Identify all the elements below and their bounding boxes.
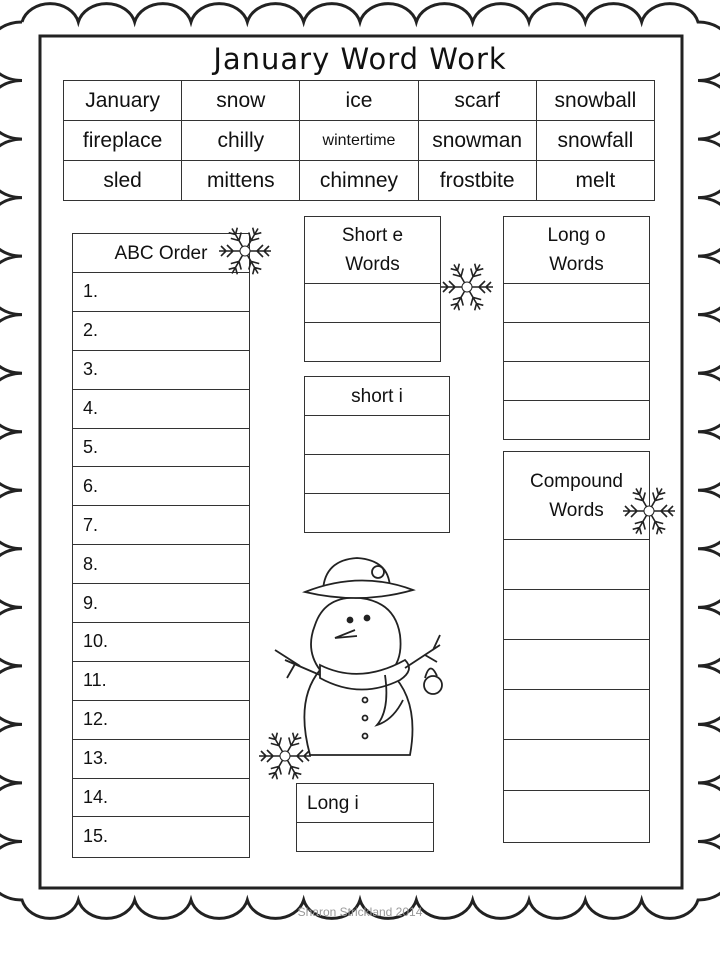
abc-order-line[interactable]: [73, 701, 249, 740]
abc-order-line[interactable]: [73, 817, 249, 856]
line-number: 12.: [83, 709, 109, 730]
word-cell: melt: [536, 161, 654, 201]
short-e-title: [305, 217, 440, 284]
word-bank-table: [63, 80, 655, 201]
line-number: 8.: [83, 553, 99, 574]
word-bank-row: [64, 81, 655, 121]
abc-order-line[interactable]: [73, 506, 249, 545]
long-o-title-line1: Long o: [547, 225, 606, 246]
long-o-box: [503, 216, 650, 440]
snowflake-icon: [254, 725, 316, 787]
line-number: 3.: [83, 359, 99, 380]
abc-order-line[interactable]: [73, 740, 249, 779]
word-cell: chimney: [300, 161, 418, 201]
short-e-title-line2: Words: [345, 254, 400, 275]
word-cell: mittens: [182, 161, 300, 201]
word-bank-row: [64, 161, 655, 201]
copyright-footer: Sharon Strickland 2014: [297, 905, 423, 919]
short-i-title: short i: [305, 377, 449, 416]
short-e-box: [304, 216, 441, 362]
answer-line[interactable]: [305, 455, 449, 494]
line-number: 13.: [83, 748, 109, 769]
abc-order-box: [72, 233, 250, 858]
line-number: 4.: [83, 398, 99, 419]
long-o-title-line2: Words: [549, 254, 604, 275]
word-cell: wintertime: [300, 121, 418, 161]
abc-order-line[interactable]: [73, 623, 249, 662]
line-number: 9.: [83, 592, 99, 613]
answer-line[interactable]: [504, 401, 649, 439]
short-e-title-line1: Short e: [341, 225, 404, 246]
word-cell: snow: [182, 81, 300, 121]
answer-line[interactable]: [305, 284, 440, 323]
abc-order-line[interactable]: [73, 429, 249, 468]
short-i-box: [304, 376, 450, 533]
snowflake-icon: [214, 220, 276, 282]
abc-order-line[interactable]: [73, 351, 249, 390]
word-cell: frostbite: [418, 161, 536, 201]
abc-order-title: ABC Order: [73, 234, 249, 273]
line-number: 10.: [83, 631, 109, 652]
answer-line[interactable]: [504, 791, 649, 842]
long-o-title: [504, 217, 649, 284]
answer-line[interactable]: [305, 323, 440, 361]
abc-order-line[interactable]: [73, 779, 249, 818]
line-number: 7.: [83, 514, 99, 535]
compound-title-line2: Words: [549, 499, 604, 521]
compound-title-line1: Compound: [530, 470, 623, 492]
word-cell: ice: [300, 81, 418, 121]
abc-order-line[interactable]: [73, 584, 249, 623]
word-cell: snowman: [418, 121, 536, 161]
word-cell: snowfall: [536, 121, 654, 161]
word-cell: sled: [64, 161, 182, 201]
line-number: 2.: [83, 320, 99, 341]
snowflake-icon: [618, 480, 680, 542]
word-cell: chilly: [182, 121, 300, 161]
abc-order-line[interactable]: [73, 662, 249, 701]
abc-order-line[interactable]: [73, 312, 249, 351]
answer-line[interactable]: [504, 590, 649, 640]
answer-line[interactable]: [504, 540, 649, 590]
word-cell: scarf: [418, 81, 536, 121]
word-cell: fireplace: [64, 121, 182, 161]
answer-line[interactable]: [504, 740, 649, 791]
line-number: 5.: [83, 437, 99, 457]
answer-line[interactable]: [504, 284, 649, 323]
answer-line[interactable]: [305, 494, 449, 532]
abc-order-line[interactable]: [73, 390, 249, 429]
line-number: 11.: [83, 670, 107, 691]
abc-order-line[interactable]: [73, 545, 249, 584]
word-bank-row: [64, 121, 655, 161]
line-number: 15.: [83, 826, 109, 847]
snowflake-icon: [432, 252, 502, 322]
line-number: 1.: [83, 281, 99, 302]
line-number: 6.: [83, 475, 99, 496]
answer-line[interactable]: [305, 416, 449, 455]
page-title: January Word Work: [213, 42, 507, 76]
word-cell: January: [64, 81, 182, 121]
abc-order-line[interactable]: [73, 467, 249, 506]
answer-line[interactable]: [504, 362, 649, 401]
line-number: 14.: [83, 787, 109, 808]
word-cell: snowball: [536, 81, 654, 121]
answer-line[interactable]: [297, 823, 433, 851]
long-i-box: [296, 783, 434, 852]
long-i-title: Long i: [297, 784, 433, 823]
answer-line[interactable]: [504, 640, 649, 690]
answer-line[interactable]: [504, 690, 649, 740]
answer-line[interactable]: [504, 323, 649, 362]
